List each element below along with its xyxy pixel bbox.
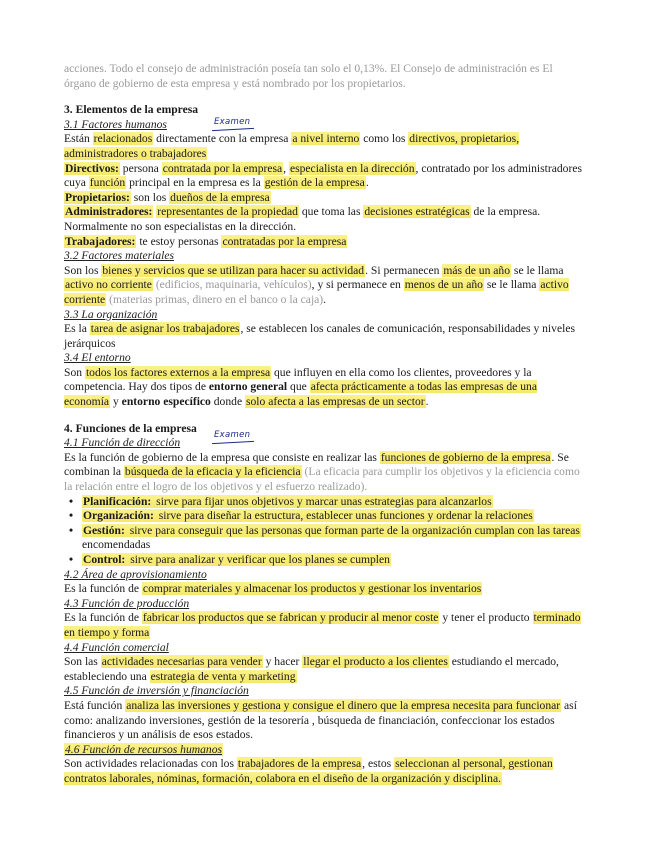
section-4-2-paragraph: Es la función de comprar materiales y almacenar los productos y gestionar los inventarios: [64, 582, 482, 596]
section-3-2-title: 3.2 Factores materiales: [64, 249, 175, 263]
handwritten-examen-note-1: Examen: [214, 117, 251, 127]
section-4-1-title: 4.1 Función de dirección: [64, 436, 181, 450]
intro-line-2: El órgano de gobierno de esta empresa y está nombrado por los propietarios.: [64, 62, 553, 90]
section-3-title: 3. Elementos de la empresa: [64, 103, 199, 117]
section-4-title: 4. Funciones de la empresa: [64, 421, 197, 435]
section-4-3-paragraph: Es la función de fabricar los productos que se fabrican y producir al menor coste y tener el producto terminado en tiempo y forma: [64, 611, 581, 639]
section-3-2-paragraph: Son los bienes y servicios que se utilizan para hacer su actividad. Si permanecen más de un año se le llama activo no corriente (edificios, maquinaria, vehículos), y si permanece en menos de un año se le llama activo corriente (materias primas, dinero en el banco o la caja).: [64, 263, 569, 306]
section-4-2-title: 4.2 Área de aprovisionamiento: [64, 567, 207, 581]
section-4-3-title: 4.3 Función de producción: [64, 596, 190, 610]
section-3-4-paragraph: Son todos los factores externos a la empresa que influyen en ella como los clientes, proveedores y la competencia. Hay dos tipos de entorno general que afecta prácticamente a todas las empresas de una economía y entorno específico donde solo afecta a las empresas de un sector.: [64, 365, 537, 409]
list-item: • Planificación: sirve para fijar unos objetivos y marcar unas estrategias para alcanzarlos: [82, 495, 584, 510]
list-item: • Control: sirve para analizar y verificar que los planes se cumplen: [82, 553, 584, 568]
section-3-3-title: 3.3 La organización: [64, 307, 158, 321]
section-4-6-title: 4.6 Función de recursos humanos: [65, 742, 223, 756]
section-3-4-title: 3.4 El entorno: [64, 351, 131, 365]
administradores-paragraph: Administradores: representantes de la propiedad que toma las decisiones estratégicas de la empresa. Normalmente no son especialistas en la dirección.: [64, 205, 541, 233]
intro-paragraph: [64, 62, 584, 91]
directivos-paragraph: Directivos: persona contratada por la empresa, especialista en la dirección, contratado por los administradores cuya función principal en la empresa es la gestión de la empresa.: [64, 161, 582, 190]
section-4-1-paragraph: Es la función de gobierno de la empresa que consiste en realizar las funciones de gobierno de la empresa. Se combinan la búsqueda de la eficacia y la eficiencia (La eficacia para cumplir los objetivos y la eficiencia como la relación entre el logro de los objetivos y el esfuerzo realizado).: [64, 450, 580, 494]
section-4-4-paragraph: Son las actividades necesarias para vender y hacer llegar el producto a los clientes estudiando el mercado, estableciendo una estrategia de venta y marketing: [64, 655, 559, 683]
section-4-5-title: 4.5 Función de inversión y financiación: [64, 684, 249, 698]
section-3-1-title: 3.1 Factores humanos: [64, 117, 167, 131]
section-4-4-title: 4.4 Función comercial: [64, 640, 169, 654]
section-3-1-paragraph: Están relacionados directamente con la empresa a nivel interno como los directivos, propietarios, administradores o trabajadores: [64, 132, 520, 160]
document-content: [64, 62, 584, 787]
propietarios-paragraph: Propietarios: son los dueños de la empresa: [65, 190, 270, 204]
list-item: • Gestión: sirve para conseguir que las personas que forman parte de la organización cumplan con las tareas encomendadas: [82, 524, 584, 553]
direction-functions-list: [64, 495, 584, 568]
handwritten-examen-note-2: Examen: [214, 430, 251, 440]
section-4-5-paragraph: Está función analiza las inversiones y gestiona y consigue el dinero que la empresa necesita para funcionar así como: analizando inversiones, gestión de la tesorería , búsqueda de financiación, confeccionar los estados financieros y un análisis de esos estados.: [64, 698, 577, 742]
trabajadores-paragraph: Trabajadores: te estoy personas contratadas por la empresa: [65, 234, 347, 248]
intro-line-1: acciones. Todo el consejo de administración poseía tan solo el 0,13%. El Consejo de administración es: [64, 62, 540, 75]
section-4-6-paragraph: Son actividades relacionadas con los trabajadores de la empresa, estos seleccionan al personal, gestionan contratos laborales, nóminas, formación, colabora en el diseño de la organización y disciplina.: [64, 757, 553, 785]
section-3-3-paragraph: Es la tarea de asignar los trabajadores, se establecen los canales de comunicación, responsabilidades y niveles jerárquicos: [64, 322, 575, 350]
list-item: • Organización: sirve para diseñar la estructura, establecer unas funciones y ordenar la relaciones: [82, 509, 584, 524]
